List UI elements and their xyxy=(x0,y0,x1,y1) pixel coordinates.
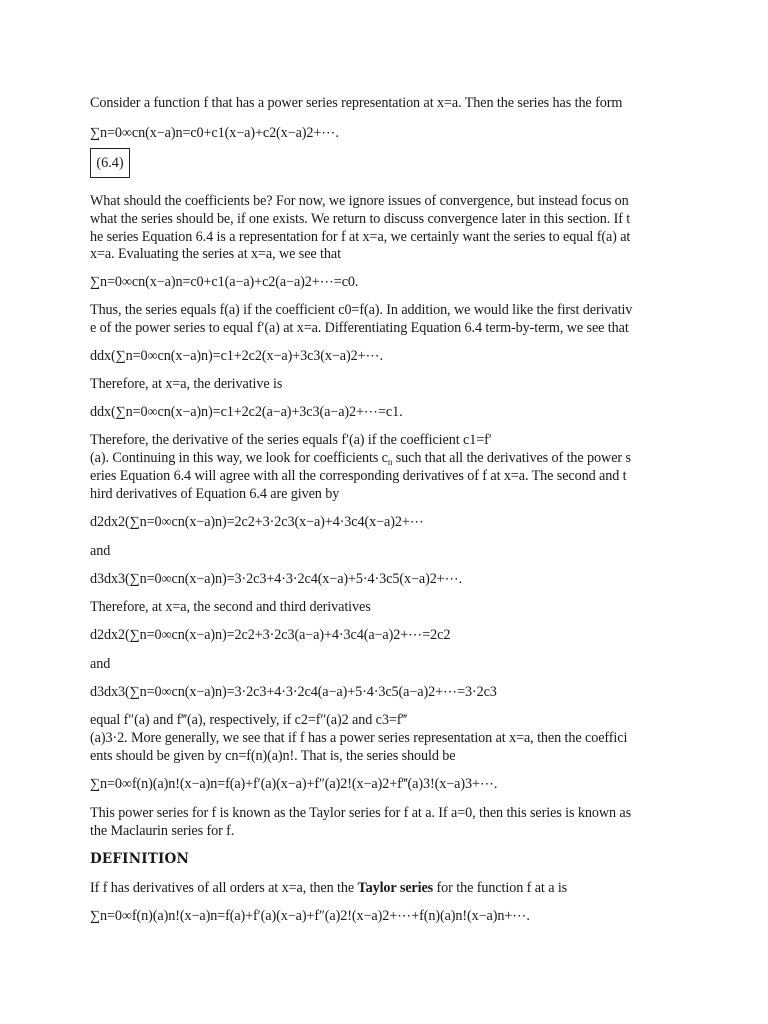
definition-equation: ∑n=0∞f(n)(a)n!(x−a)n=f(a)+f′(a)(x−a)+f″(a)2!(x−a)2+⋯+f(n)(a)n!(x−a)n+⋯. xyxy=(90,908,530,924)
paragraph-line: the Maclaurin series for f. xyxy=(90,823,235,839)
paragraph-line: what the series should be, if one exists. We return to discuss convergence later in this section. If t xyxy=(90,211,631,227)
text-span: such that all the derivatives of the power s xyxy=(392,450,631,466)
paragraph-line: eries Equation 6.4 will agree with all the corresponding derivatives of f at x=a. The second and t xyxy=(90,468,627,484)
paragraph-line: Thus, the series equals f(a) if the coefficient c0=f(a). In addition, we would like the first derivativ xyxy=(90,302,633,318)
derivative-at-a-equation: ddx(∑n=0∞cn(x−a)n)=c1+2c2(a−a)+3c3(a−a)2+⋯=c1. xyxy=(90,404,403,420)
paragraph-line: he series Equation 6.4 is a representation for f at x=a, we certainly want the series to equal f(a) at xyxy=(90,229,631,245)
third-derivative-equation: d3dx3(∑n=0∞cn(x−a)n)=3·2c3+4·3·2c4(x−a)+5·4·3c5(x−a)2+⋯. xyxy=(90,571,463,587)
paragraph-line: e of the power series to equal f′(a) at x=a. Differentiating Equation 6.4 term-by-term, we see that xyxy=(90,320,629,336)
paragraph-line: x=a. Evaluating the series at x=a, we see that xyxy=(90,246,341,262)
definition-heading: DEFINITION xyxy=(90,851,190,867)
equation-label-box: (6.4) xyxy=(90,148,130,178)
third-derivative-at-a-equation: d3dx3(∑n=0∞cn(x−a)n)=3·2c3+4·3·2c4(a−a)+5·4·3c5(a−a)2+⋯=3·2c3 xyxy=(90,684,497,700)
paragraph-line: This power series for f is known as the Taylor series for f at a. If a=0, then this series is known as xyxy=(90,805,632,821)
series-equation: ∑n=0∞cn(x−a)n=c0+c1(x−a)+c2(x−a)2+⋯. xyxy=(90,125,339,141)
second-derivative-equation: d2dx2(∑n=0∞cn(x−a)n)=2c2+3·2c3(x−a)+4·3c4(x−a)2+⋯ xyxy=(90,514,424,530)
text-span: for the function f at a is xyxy=(433,880,568,896)
paragraph-line: hird derivatives of Equation 6.4 are given by xyxy=(90,486,340,502)
paragraph-line: Therefore, at x=a, the derivative is xyxy=(90,376,283,392)
text-span: If f has derivatives of all orders at x=a, then the xyxy=(90,880,358,896)
paragraph-line: What should the coefficients be? For now, we ignore issues of convergence, but instead focus on xyxy=(90,193,629,209)
evaluation-equation: ∑n=0∞cn(x−a)n=c0+c1(a−a)+c2(a−a)2+⋯=c0. xyxy=(90,274,359,290)
paragraph-line: equal f″(a) and f‴(a), respectively, if c2=f″(a)2 and c3=f‴ xyxy=(90,712,408,728)
subscript-n: n xyxy=(387,457,393,467)
paragraph-line: Therefore, at x=a, the second and third derivatives xyxy=(90,599,371,615)
paragraph-line: (a)3·2. More generally, we see that if f has a power series representation at x=a, then the coeffici xyxy=(90,730,628,746)
second-derivative-at-a-equation: d2dx2(∑n=0∞cn(x−a)n)=2c2+3·2c3(a−a)+4·3c4(a−a)2+⋯=2c2 xyxy=(90,627,451,643)
paragraph-line xyxy=(90,449,631,467)
paragraph-line xyxy=(90,879,567,897)
taylor-series-equation: ∑n=0∞f(n)(a)n!(x−a)n=f(a)+f′(a)(x−a)+f″(a)2!(x−a)2+f‴(a)3!(x−a)3+⋯. xyxy=(90,776,498,792)
paragraph-line: ents should be given by cn=f(n)(a)n!. That is, the series should be xyxy=(90,748,456,764)
derivative-equation: ddx(∑n=0∞cn(x−a)n)=c1+2c2(x−a)+3c3(x−a)2+⋯. xyxy=(90,348,384,364)
paragraph-line: Consider a function f that has a power series representation at x=a. Then the series has the form xyxy=(90,95,623,111)
paragraph-line: and xyxy=(90,543,111,559)
text-span: (a). Continuing in this way, we look for coefficients c xyxy=(90,450,388,466)
paragraph-line: Therefore, the derivative of the series equals f′(a) if the coefficient c1=f′ xyxy=(90,432,492,448)
paragraph-line: and xyxy=(90,656,111,672)
bold-term: Taylor series xyxy=(357,880,434,896)
